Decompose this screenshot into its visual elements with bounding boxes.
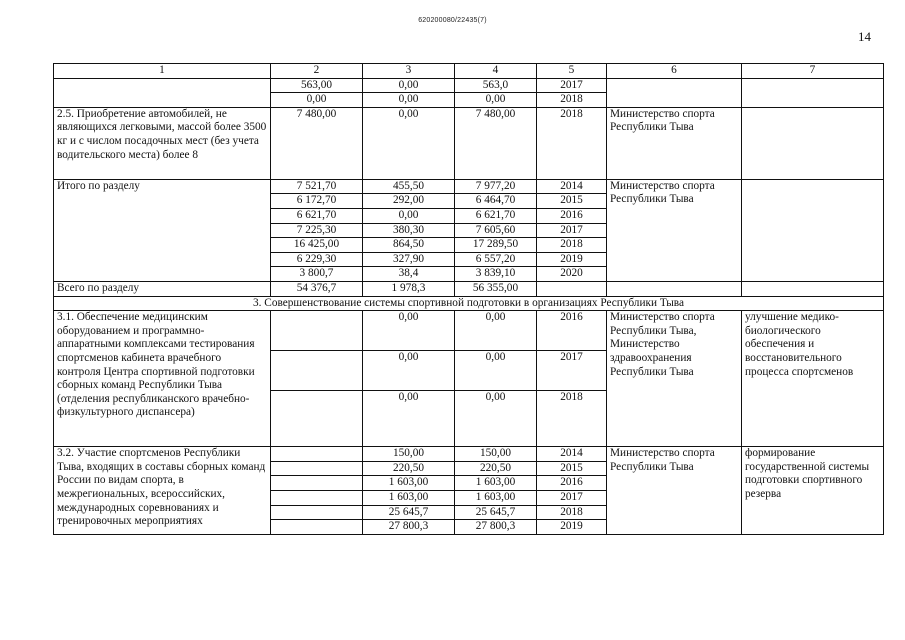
value-cell xyxy=(271,520,363,535)
value-cell: 150,00 xyxy=(363,447,455,462)
value-cell: 0,00 xyxy=(363,107,455,179)
year-cell: 2018 xyxy=(537,238,607,253)
value-cell: 327,90 xyxy=(363,252,455,267)
value-cell: 25 645,7 xyxy=(455,505,537,520)
value-cell: 1 603,00 xyxy=(455,476,537,491)
responsible-org: Министерство спорта Республики Тыва xyxy=(607,179,742,281)
value-cell: 1 603,00 xyxy=(363,476,455,491)
header-cell: 6 xyxy=(607,64,742,79)
year-cell: 2016 xyxy=(537,311,607,351)
empty-cell xyxy=(742,179,884,281)
value-cell xyxy=(271,447,363,462)
table-row xyxy=(54,281,884,296)
value-cell: 1 978,3 xyxy=(363,281,455,296)
value-cell: 6 172,70 xyxy=(271,194,363,209)
year-cell: 2017 xyxy=(537,78,607,93)
table-row xyxy=(54,447,884,462)
value-cell: 54 376,7 xyxy=(271,281,363,296)
section-row xyxy=(54,296,884,311)
year-cell: 2014 xyxy=(537,447,607,462)
value-cell: 563,00 xyxy=(271,78,363,93)
value-cell: 0,00 xyxy=(455,93,537,108)
value-cell: 380,30 xyxy=(363,223,455,238)
value-cell: 0,00 xyxy=(455,311,537,351)
responsible-org: Министерство спорта Республики Тыва, Министерство здравоохранения Республики Тыва xyxy=(607,311,742,447)
value-cell xyxy=(271,490,363,505)
item-3-1-title: 3.1. Обеспечение медицинским оборудованием и программно-аппаратными комплексами тестирования спортсменов кабинета врачебного контроля Центра спортивной подготовки сборных команд Республики Тыва (отделения республиканского врачебно-физкультурного диспансера) xyxy=(54,311,271,447)
value-cell: 0,00 xyxy=(271,93,363,108)
table-row xyxy=(54,311,884,351)
year-cell: 2018 xyxy=(537,391,607,447)
program-table xyxy=(53,63,884,535)
year-cell: 2017 xyxy=(537,490,607,505)
value-cell: 6 621,70 xyxy=(455,208,537,223)
document-id: 620200080/22435(7) xyxy=(418,17,487,24)
empty-cell xyxy=(54,78,271,107)
empty-cell xyxy=(742,78,884,107)
year-cell: 2017 xyxy=(537,223,607,238)
table-row xyxy=(54,78,884,93)
value-cell: 0,00 xyxy=(363,208,455,223)
value-cell: 3 839,10 xyxy=(455,267,537,282)
value-cell xyxy=(271,505,363,520)
page-number: 14 xyxy=(858,29,871,44)
value-cell: 17 289,50 xyxy=(455,238,537,253)
value-cell: 25 645,7 xyxy=(363,505,455,520)
item-3-2-title: 3.2. Участие спортсменов Республики Тыва, входящих в составы сборных команд России по видам спорта, в межрегиональных, всероссийских, международных соревнованиях и тренировочных мероприятиях xyxy=(54,447,271,535)
value-cell: 6 557,20 xyxy=(455,252,537,267)
header-cell: 2 xyxy=(271,64,363,79)
value-cell: 7 521,70 xyxy=(271,179,363,194)
expected-result: улучшение медико-биологического обеспечения и восстановительного процесса спортсменов xyxy=(742,311,884,447)
year-cell: 2015 xyxy=(537,461,607,476)
header-cell: 7 xyxy=(742,64,884,79)
header-cell: 5 xyxy=(537,64,607,79)
value-cell: 6 464,70 xyxy=(455,194,537,209)
value-cell: 6 229,30 xyxy=(271,252,363,267)
value-cell xyxy=(271,476,363,491)
value-cell: 1 603,00 xyxy=(455,490,537,505)
header-row xyxy=(54,64,884,79)
value-cell: 220,50 xyxy=(455,461,537,476)
year-cell: 2016 xyxy=(537,208,607,223)
value-cell xyxy=(271,391,363,447)
year-cell: 2018 xyxy=(537,505,607,520)
empty-cell xyxy=(742,107,884,179)
year-cell: 2018 xyxy=(537,107,607,179)
item-2-5-title: 2.5. Приобретение автомобилей, не являющихся легковыми, массой более 3500 кг и с числом посадочных мест (без учета водительского места) более 8 xyxy=(54,107,271,179)
year-cell: 2019 xyxy=(537,252,607,267)
value-cell: 7 225,30 xyxy=(271,223,363,238)
value-cell: 150,00 xyxy=(455,447,537,462)
table-row xyxy=(54,107,884,179)
year-cell: 2017 xyxy=(537,351,607,391)
section-3-title: 3. Совершенствование системы спортивной подготовки в организациях Республики Тыва xyxy=(54,296,884,311)
vsego-label: Всего по разделу xyxy=(54,281,271,296)
value-cell: 27 800,3 xyxy=(363,520,455,535)
value-cell: 0,00 xyxy=(455,351,537,391)
year-cell: 2020 xyxy=(537,267,607,282)
value-cell xyxy=(271,351,363,391)
value-cell: 0,00 xyxy=(363,93,455,108)
value-cell: 6 621,70 xyxy=(271,208,363,223)
value-cell: 1 603,00 xyxy=(363,490,455,505)
empty-cell xyxy=(537,281,607,296)
header-cell: 3 xyxy=(363,64,455,79)
value-cell: 38,4 xyxy=(363,267,455,282)
table-row xyxy=(54,179,884,194)
year-cell: 2018 xyxy=(537,93,607,108)
value-cell: 3 800,7 xyxy=(271,267,363,282)
value-cell: 7 605,60 xyxy=(455,223,537,238)
value-cell: 56 355,00 xyxy=(455,281,537,296)
itogo-label: Итого по разделу xyxy=(54,179,271,281)
empty-cell xyxy=(607,78,742,107)
value-cell: 864,50 xyxy=(363,238,455,253)
empty-cell xyxy=(607,281,742,296)
value-cell: 7 480,00 xyxy=(271,107,363,179)
responsible-org: Министерство спорта Республики Тыва xyxy=(607,447,742,535)
empty-cell xyxy=(742,281,884,296)
responsible-org: Министерство спорта Республики Тыва xyxy=(607,107,742,179)
value-cell: 7 480,00 xyxy=(455,107,537,179)
value-cell: 16 425,00 xyxy=(271,238,363,253)
value-cell: 0,00 xyxy=(363,391,455,447)
year-cell: 2019 xyxy=(537,520,607,535)
header-cell: 1 xyxy=(54,64,271,79)
value-cell: 0,00 xyxy=(363,78,455,93)
value-cell: 563,0 xyxy=(455,78,537,93)
year-cell: 2014 xyxy=(537,179,607,194)
value-cell: 220,50 xyxy=(363,461,455,476)
expected-result: формирование государственной системы подготовки спортивного резерва xyxy=(742,447,884,535)
value-cell: 0,00 xyxy=(363,351,455,391)
year-cell: 2016 xyxy=(537,476,607,491)
value-cell: 292,00 xyxy=(363,194,455,209)
value-cell: 27 800,3 xyxy=(455,520,537,535)
value-cell xyxy=(271,461,363,476)
value-cell xyxy=(271,311,363,351)
header-cell: 4 xyxy=(455,64,537,79)
value-cell: 7 977,20 xyxy=(455,179,537,194)
value-cell: 0,00 xyxy=(455,391,537,447)
value-cell: 455,50 xyxy=(363,179,455,194)
value-cell: 0,00 xyxy=(363,311,455,351)
year-cell: 2015 xyxy=(537,194,607,209)
